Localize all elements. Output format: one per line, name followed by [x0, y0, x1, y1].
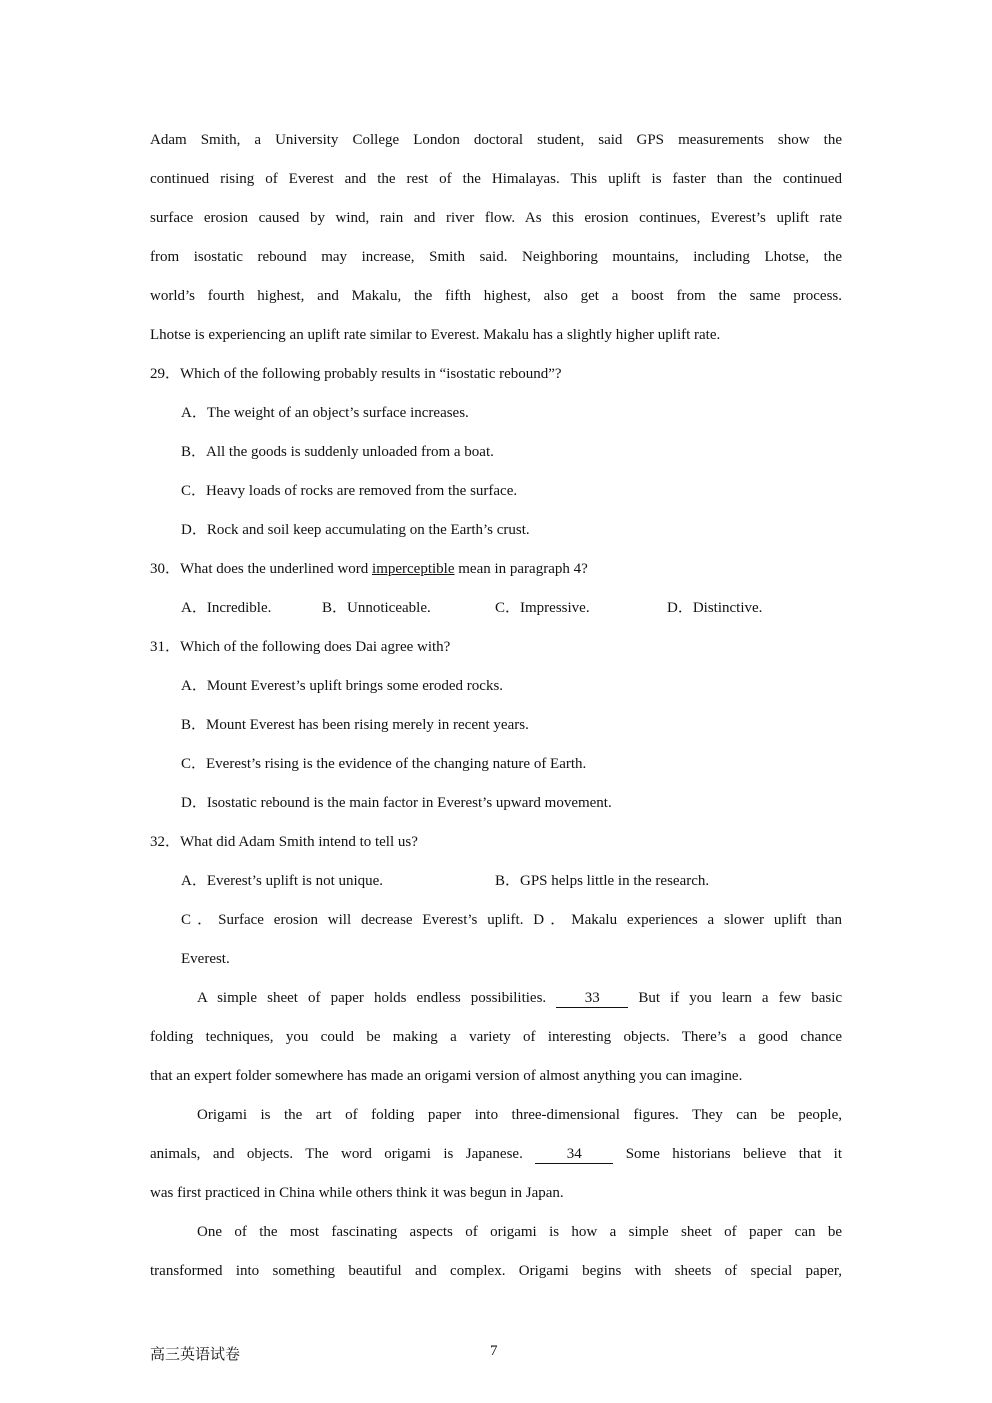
text-line: Adam Smith, a University College London doctoral student, said GPS measurements show the: [150, 132, 842, 148]
option-d: D．Rock and soil keep accumulating on the Earth’s crust.: [181, 522, 530, 538]
options-row-cd: C．Surface erosion will decrease Everest’s uplift. D．Makalu experiences a slower uplift than: [181, 912, 842, 928]
text-span: But if you learn a few basic: [638, 990, 843, 1006]
option-a: A．Mount Everest’s uplift brings some eroded rocks.: [181, 678, 504, 694]
blank-34: 34: [535, 1145, 613, 1164]
question-stem: 29．Which of the following probably results in “isostatic rebound”?: [150, 366, 562, 382]
blank-33: 33: [556, 989, 628, 1008]
question-stem: 32．What did Adam Smith intend to tell us?: [150, 834, 418, 850]
option-c: C．Heavy loads of rocks are removed from the surface.: [181, 483, 518, 499]
footer-label: 高三英语试卷: [150, 1345, 241, 1363]
text-line: folding techniques, you could be making a variety of interesting objects. There’s a good chance: [150, 1029, 842, 1045]
question-30: [150, 555, 842, 633]
option-c: C．Everest’s rising is the evidence of the changing nature of Earth.: [181, 756, 587, 772]
text-line: world’s fourth highest, and Makalu, the fifth highest, also get a boost from the same process.: [150, 288, 842, 304]
option-b: B．Mount Everest has been rising merely in recent years.: [181, 717, 529, 733]
question-29: [150, 360, 842, 555]
text-line: surface erosion caused by wind, rain and river flow. As this erosion continues, Everest’s uplift rate: [150, 210, 842, 226]
text-span: animals, and objects. The word origami is Japanese.: [150, 1146, 523, 1162]
text-line: Origami is the art of folding paper into three-dimensional figures. They can be people,: [197, 1107, 842, 1123]
text-span: Some historians believe that it: [625, 1146, 842, 1162]
text-line: Lhotse is experiencing an uplift rate similar to Everest. Makalu has a slightly higher uplift rate.: [150, 327, 721, 343]
option-a: A．Incredible.: [181, 600, 272, 616]
underlined-word: imperceptible: [372, 561, 455, 577]
text-line: [150, 984, 842, 1023]
options-row: [150, 867, 842, 906]
text-line: that an expert folder somewhere has made an origami version of almost anything you can imagine.: [150, 1068, 743, 1084]
question-stem: [150, 555, 842, 594]
text-line: from isostatic rebound may increase, Smith said. Neighboring mountains, including Lhotse, the: [150, 249, 842, 265]
options-row: [150, 594, 842, 633]
option-b: B．Unnoticeable.: [322, 600, 431, 616]
stem-text: mean in paragraph 4?: [454, 561, 588, 577]
question-stem: 31．Which of the following does Dai agree with?: [150, 639, 451, 655]
question-31: [150, 633, 842, 828]
stem-text: 30．What does the underlined word: [150, 561, 373, 577]
text-line: continued rising of Everest and the rest of the Himalayas. This uplift is faster than the continued: [150, 171, 842, 187]
passage-origami: [150, 984, 842, 1296]
option-c: C．Impressive.: [495, 600, 590, 616]
text-line: was first practiced in China while others think it was begun in Japan.: [150, 1185, 564, 1201]
page-number: 7: [490, 1343, 498, 1359]
passage-paragraph: [150, 126, 842, 360]
page-content: [150, 126, 842, 1296]
text-line: transformed into something beautiful and complex. Origami begins with sheets of special paper,: [150, 1263, 842, 1279]
option-a: A．The weight of an object’s surface increases.: [181, 405, 469, 421]
text-line: [150, 1140, 842, 1179]
option-b: B．GPS helps little in the research.: [495, 873, 710, 889]
text-span: A simple sheet of paper holds endless possibilities.: [197, 990, 547, 1006]
text-line: One of the most fascinating aspects of origami is how a simple sheet of paper can be: [197, 1224, 842, 1240]
option-d: D．Distinctive.: [667, 600, 763, 616]
option-b: B．All the goods is suddenly unloaded from a boat.: [181, 444, 494, 460]
option-d: D．Isostatic rebound is the main factor in Everest’s upward movement.: [181, 795, 612, 811]
option-a: A．Everest’s uplift is not unique.: [181, 873, 384, 889]
option-d-continued: Everest.: [181, 951, 230, 967]
question-32: [150, 828, 842, 984]
